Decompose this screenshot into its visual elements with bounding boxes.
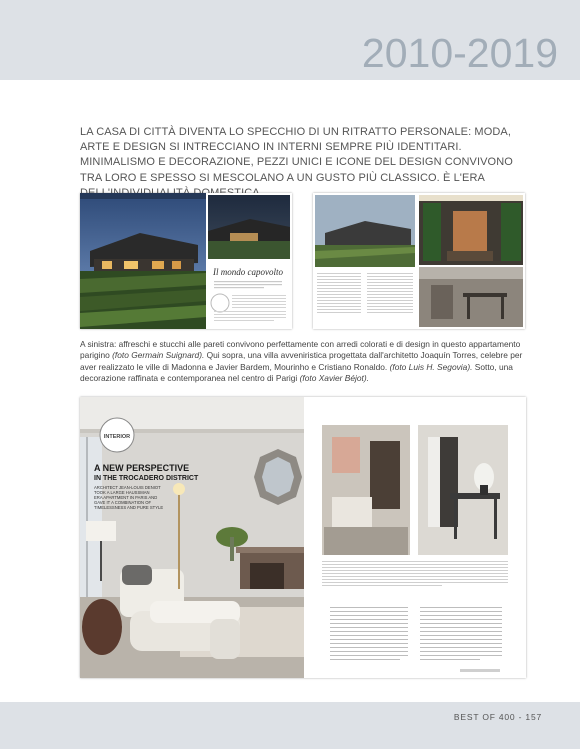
photo-credit-3: (foto Xavier Béjot). xyxy=(299,373,369,384)
spread-sub-4: GAVE IT A COMBINATION OF xyxy=(94,500,152,505)
magazine-spread-interiors xyxy=(313,193,525,329)
spread-sub-1: ARCHITECT JEAN-LOUIS DENIOT xyxy=(94,485,161,490)
spread-sub-3: ERA APARTMENT IN PARIS AND xyxy=(94,495,158,500)
photo-caption xyxy=(80,339,525,385)
spread-sub-2: TOOK A LARGE HAUSSMAN xyxy=(94,490,150,495)
footer-band xyxy=(0,702,580,749)
magazine-spread-paris xyxy=(80,397,526,678)
headline: LA CASA DI CITTÀ DIVENTA LO SPECCHIO DI UN RITRATTO PERSONALE: MODA, ARTE E DESIGN SI INTRECCIANO IN INTERNI SEMPRE PIÙ IDENTITARI. MINIMALISMO E DECORAZIONE, PEZZI UNICI E ICONE DEL DESIGN CONVIVONO TRA LORO E SPESSO SI MESCOLANO A UN GUSTO PIÙ CLASSICO. È L'ERA xyxy=(80,126,513,184)
caption-text-2: Qui sopra, una villa avveniristica progettata dall'architetto Joaquín Torres, celebre per aver realizzato le ville di Madonna e Javier Bardem, Mourinho e Cristiano Ronaldo. xyxy=(80,350,523,372)
photo-credit-2: (foto Luis H. Segovia). xyxy=(389,361,473,372)
caption-text-3: Sotto, una decorazione raffinata e contemporanea nel centro di Parigi xyxy=(80,361,513,384)
villa-spread-image xyxy=(80,193,292,329)
interiors-spread-image xyxy=(313,193,525,329)
spread-heading-1: A NEW PERSPECTIVE xyxy=(94,463,190,473)
photo-credit-1: (foto Germain Suignard). xyxy=(112,350,205,361)
caption-text-1: A sinistra: affreschi e stucchi alle pareti convivono perfettamente con arredi colorati e di design in questo appartamento parigino xyxy=(80,339,521,361)
magazine-spread-villa xyxy=(80,193,292,329)
paris-spread-image xyxy=(80,397,526,678)
spread-title: Il mondo capovolto xyxy=(213,267,283,277)
year-heading: 2010-2019 xyxy=(361,30,558,76)
spread-heading-2: IN THE TROCADERO DISTRICT xyxy=(94,475,199,482)
page-folio: BEST OF 400 - 157 xyxy=(453,712,542,722)
interior-badge: INTERIOR xyxy=(103,434,131,440)
spread-sub-5: TIMELESSNESS AND PURE STYLE xyxy=(94,505,164,510)
